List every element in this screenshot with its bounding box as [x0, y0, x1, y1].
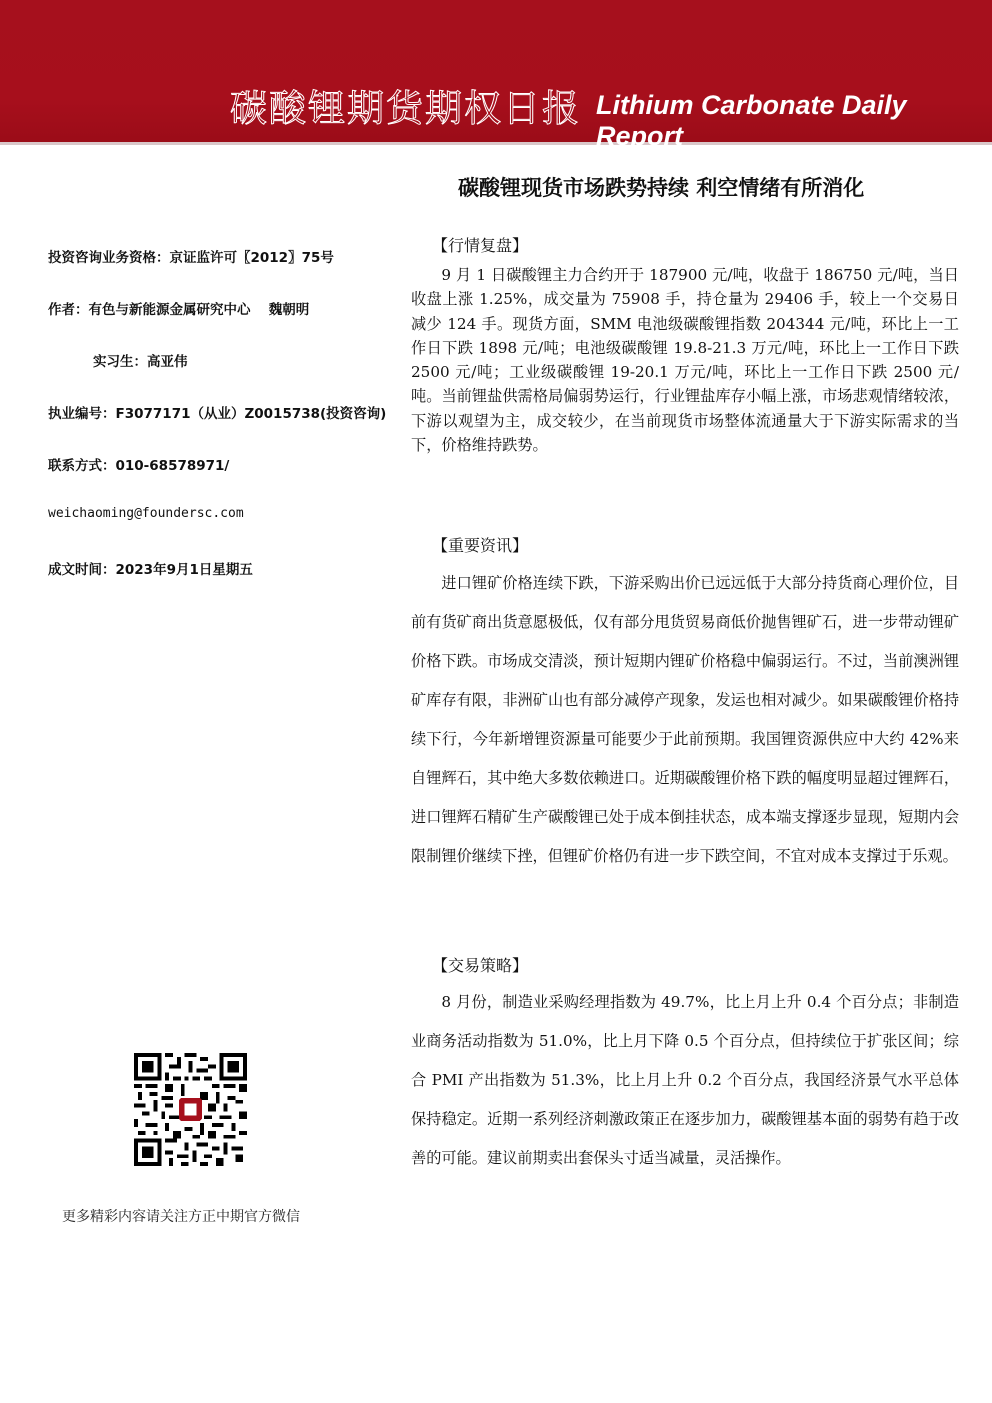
author-text: 作者：有色与新能源金属研究中心 魏朝明: [48, 302, 310, 318]
license-text: 执业编号：F3077171（从业）Z0015738(投资咨询): [48, 406, 387, 422]
qualification-text: 投资咨询业务资格：京证监许可〖2012〗75号: [48, 250, 334, 266]
section-body-key-news: 进口锂矿价格连续下跌，下游采购出价已远远低于大部分持货商心理价位，目前有货矿商出货意愿极低，仅有部分甩货贸易商低价抛售锂矿石，进一步带动锂矿价格下跌。市场成交清淡，预计短期内锂矿价格稳中偏弱运行。不过，当前澳洲锂矿库存有限，非洲矿山也有部分减停产现象，发运也相对减少。如果碳酸锂价格持续下行，今年新增锂资源量可能要少于此前预期。我国锂资源供应中大约 42%来自锂辉石，其中绝大多数依赖进口。近期碳酸锂价格下跌的幅度明显超过锂辉石，进口锂辉石精矿生产碳酸锂已处于成本倒挂状态，成本端支撑逐步显现，短期内会限制锂价继续下挫，但锂矿价格仍有进一步下跌空间，不宜对成本支撑过于乐观。: [411, 574, 959, 865]
report-title: 碳酸锂现货市场跌势持续 利空情绪有所消化: [458, 176, 865, 200]
section-heading-market-review: 【行情复盘】: [432, 236, 529, 255]
section-heading-key-news: 【重要资讯】: [432, 536, 529, 555]
section-heading-trading-strategy: 【交易策略】: [432, 956, 529, 975]
header-title-en: Lithium Carbonate Daily Report: [596, 90, 907, 151]
date-text: 成文时间：2023年9月1日星期五: [48, 562, 253, 578]
section-body-trading-strategy: 8 月份，制造业采购经理指数为 49.7%，比上月上升 0.4 个百分点；非制造业商务活动指数为 51.0%，比上月下降 0.5 个百分点，但持续位于扩张区间；综合 PMI 产出指数为 51.3%，比上月上升 0.2 个百分点，我国经济景气水平总体保持稳定。近期一系列经济刺激政策正在逐步加力，碳酸锂基本面的弱势有趋于改善的可能。建议前期卖出套保头寸适当减量，灵活操作。: [411, 993, 959, 1167]
contact-text: 联系方式：010-68578971/: [48, 458, 230, 474]
qr-code-icon: [134, 1053, 247, 1166]
section-body-market-review: 9 月 1 日碳酸锂主力合约开于 187900 元/吨，收盘于 186750 元/吨，当日收盘上涨 1.25%，成交量为 75908 手，持仓量为 29406 手，较上一个交易日减少 124 手。现货方面，SMM 电池级碳酸锂指数 204344 元/吨，环比上一工作日下跌 1898 元/吨；电池级碳酸锂 19.8-21.3 万元/吨，环比上一工作日下跌 2500 元/吨；工业级碳酸锂 19-20.1 万元/吨，环比上一工作日下跌 2500 元/吨。当前锂盐供需格局偏弱势运行，行业锂盐库存小幅上涨，市场悲观情绪较浓，下游以观望为主，成交较少，在当前现货市场整体流通量大于下游实际需求的当下，价格维持跌势。: [411, 266, 959, 455]
intern-text: 实习生：高亚伟: [93, 354, 188, 370]
email-text[interactable]: weichaoming@foundersc.com: [48, 506, 244, 521]
qr-caption: 更多精彩内容请关注方正中期官方微信: [62, 1209, 300, 1225]
header-title-cn: 碳酸锂期货期权日报: [230, 87, 581, 130]
